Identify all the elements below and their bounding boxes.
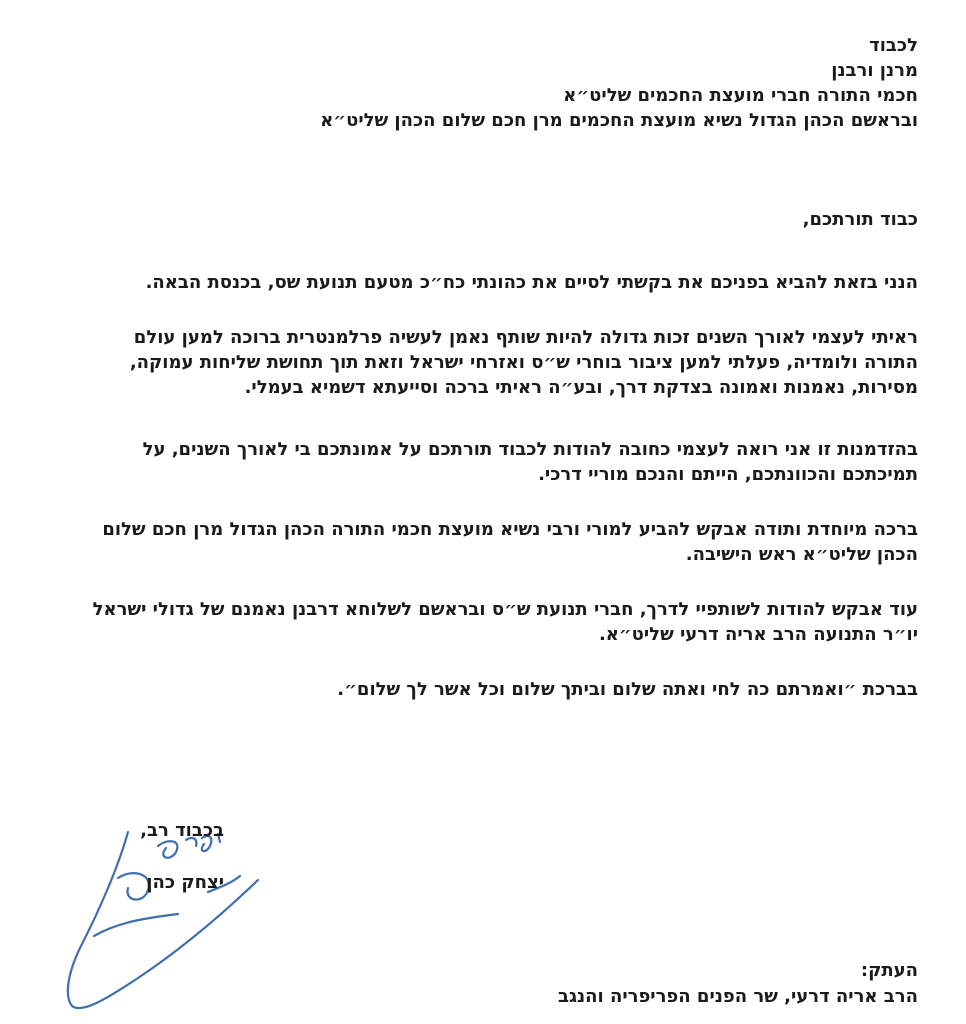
paragraph-line: הנני בזאת להביא בפניכם את בקשתי לסיים את כהונתי כח״כ מטעם תנועת שס, בכנסת הבאה.	[145, 272, 918, 293]
addressee-line: מרנן ורבנן	[831, 60, 918, 81]
greeting-text: כבוד תורתכם,	[802, 209, 918, 230]
paragraph-line: התורה ולומדיה, פעלתי למען ציבור בוחרי ש״ס ואזרחי ישראל וזאת תוך תחושת שליחות עמוקה,	[129, 352, 918, 373]
paragraph-line: ראיתי לעצמי לאורך השנים זכות גדולה להיות שותף נאמן לעשיה פרלמנטרית ברוכה למען עולם	[133, 327, 918, 348]
body-paragraph-4	[0, 517, 918, 567]
greeting	[0, 207, 918, 232]
body-paragraph-2	[0, 325, 918, 400]
cc-label: העתק:	[860, 960, 918, 981]
body-paragraph-5	[0, 597, 918, 647]
addressee-line: חכמי התורה חברי מועצת החכמים שליט״א	[563, 85, 918, 106]
paragraph-line: יו״ר התנועה הרב אריה דרעי שליט״א.	[598, 624, 918, 645]
paragraph-line: בברכת ״ואמרתם כה לחי ואתה שלום וביתך שלום וכל אשר לך שלום״.	[337, 679, 918, 700]
paragraph-line: ברכה מיוחדת ותודה אבקש להביע למורי ורבי נשיא מועצת חכמי התורה הכהן הגדול מרן חכם שלום	[102, 519, 918, 540]
body-paragraph-6	[0, 677, 918, 702]
closing-block	[44, 818, 224, 896]
body-paragraph-3	[0, 437, 918, 487]
addressee-line: ובראשם הכהן הגדול נשיא מועצת החכמים מרן חכם שלום הכהן שליט״א	[320, 110, 918, 131]
addressee-block	[0, 33, 918, 133]
addressee-line: לכבוד	[869, 35, 918, 56]
paragraph-line: הכהן שליט״א ראש הישיבה.	[685, 544, 918, 565]
closing-salutation: בכבוד רב,	[140, 820, 224, 841]
body-paragraph-1	[0, 270, 918, 295]
paragraph-line: עוד אבקש להודות לשותפיי לדרך, חברי תנועת ש״ס ובראשם לשלוחא דרבנן נאמנם של גדולי ישראל	[92, 599, 918, 620]
paragraph-line: בהזדמנות זו אני רואה לעצמי כחובה להודות לכבוד תורתכם על אמונתכם בי לאורך השנים, על	[142, 439, 918, 460]
cc-block	[0, 958, 918, 1010]
paragraph-line: תמיכתכם והכוונתכם, הייתם והנכם מוריי דרכי.	[538, 464, 918, 485]
closing-spacer	[44, 844, 224, 870]
paragraph-line: מסירות, נאמנות ואמונה בצדקת דרך, ובע״ה ראיתי ברכה וסייעתא דשמיא בעמלי.	[244, 377, 918, 398]
cc-recipient: הרב אריה דרעי, שר הפנים הפריפריה והנגב	[557, 986, 918, 1007]
signer-name: יצחק כהן	[146, 872, 224, 893]
